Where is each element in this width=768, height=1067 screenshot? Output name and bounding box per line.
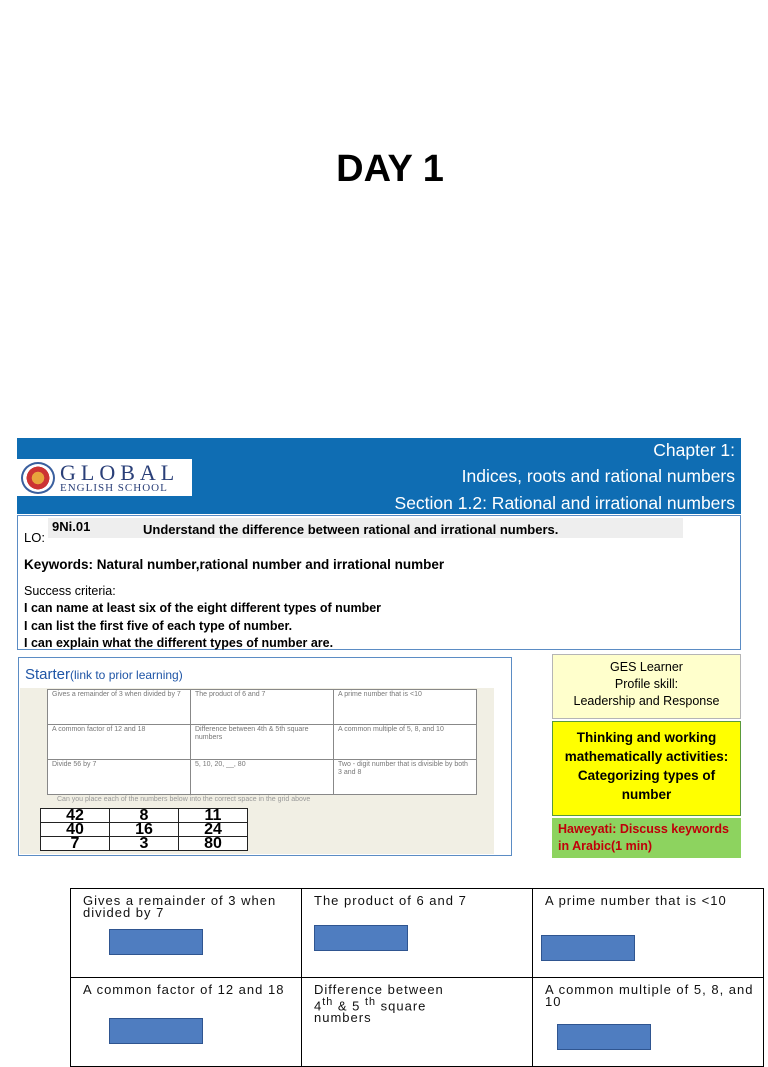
school-emblem-icon bbox=[21, 462, 55, 494]
thinking-working-box bbox=[552, 721, 741, 816]
number-cell: 24 bbox=[179, 823, 248, 837]
number-grid bbox=[40, 808, 248, 851]
answer-box[interactable] bbox=[541, 935, 635, 961]
category-label: The product of 6 and 7 bbox=[314, 893, 467, 908]
category-cell bbox=[302, 978, 533, 1067]
number-cell: 16 bbox=[110, 823, 179, 837]
category-cell bbox=[533, 889, 764, 978]
starter-mini-grid bbox=[47, 689, 477, 795]
number-cell: 8 bbox=[110, 809, 179, 823]
category-label: A common factor of 12 and 18 bbox=[83, 982, 285, 997]
starter-subtitle: (link to prior learning) bbox=[70, 668, 183, 682]
success-criteria-heading: Success criteria: bbox=[24, 584, 116, 598]
logo-name: GLOBAL bbox=[60, 460, 180, 485]
starter-title-text: Starter bbox=[25, 666, 71, 683]
number-cell: 11 bbox=[179, 809, 248, 823]
haweyati-line: Haweyati: Discuss keywords bbox=[558, 822, 729, 836]
ges-line: Profile skill: bbox=[614, 677, 679, 691]
lo-label: LO: bbox=[24, 530, 45, 545]
chapter-label: Chapter 1: bbox=[653, 440, 735, 460]
category-label-sup: th bbox=[365, 996, 377, 1008]
starter-caption: Can you place each of the numbers below into the correct space in the grid above bbox=[57, 796, 311, 803]
mini-grid-cell: 5, 10, 20, __, 80 bbox=[191, 760, 334, 795]
number-cell: 40 bbox=[41, 823, 110, 837]
category-label: A prime number that is <10 bbox=[545, 893, 727, 908]
category-label-part: & 5 bbox=[333, 998, 366, 1014]
category-cell bbox=[71, 978, 302, 1067]
category-cell bbox=[71, 889, 302, 978]
category-label: A common multiple of 5, 8, and 10 bbox=[545, 982, 754, 1009]
number-cell: 80 bbox=[179, 837, 248, 851]
section-title: Section 1.2: Rational and irrational numbers bbox=[394, 493, 735, 513]
answer-box[interactable] bbox=[557, 1024, 651, 1050]
category-label-sup: th bbox=[322, 996, 334, 1008]
success-criterion: I can name at least six of the eight different types of number bbox=[24, 601, 382, 615]
mini-grid-cell: A common factor of 12 and 18 bbox=[48, 725, 191, 760]
number-cell: 3 bbox=[110, 837, 179, 851]
starter-title bbox=[25, 666, 183, 683]
success-criterion: I can explain what the different types of number are. bbox=[24, 636, 334, 650]
twm-line: Categorizing types of bbox=[577, 768, 716, 783]
ges-line: Leadership and Response bbox=[573, 694, 720, 708]
lo-text: Understand the difference between rational and irrational numbers. bbox=[143, 522, 559, 537]
ges-learner-profile-box bbox=[552, 654, 741, 719]
mini-grid-cell: A prime number that is <10 bbox=[334, 690, 477, 725]
haweyati-line: in Arabic(1 min) bbox=[558, 839, 652, 853]
twm-line: number bbox=[621, 787, 672, 802]
mini-grid-cell: Difference between 4th & 5th square numbers bbox=[191, 725, 334, 760]
mini-grid-cell: The product of 6 and 7 bbox=[191, 690, 334, 725]
category-cell bbox=[533, 978, 764, 1067]
number-cell: 42 bbox=[41, 809, 110, 823]
mini-grid-cell: Divide 56 by 7 bbox=[48, 760, 191, 795]
category-label-part: square bbox=[376, 998, 427, 1014]
category-label-part: 4 bbox=[314, 998, 323, 1014]
haweyati-box bbox=[552, 818, 741, 858]
number-categories-grid bbox=[70, 888, 764, 1067]
success-criterion: I can list the first five of each type of number. bbox=[24, 619, 293, 633]
number-cell: 7 bbox=[41, 837, 110, 851]
mini-grid-cell: A common multiple of 5, 8, and 10 bbox=[334, 725, 477, 760]
twm-line: mathematically activities: bbox=[564, 749, 729, 764]
category-label: Difference between bbox=[314, 982, 444, 997]
category-label-part: numbers bbox=[314, 1010, 372, 1026]
answer-box[interactable] bbox=[314, 925, 408, 951]
lo-code: 9Ni.01 bbox=[52, 519, 91, 534]
logo-subtitle: ENGLISH SCHOOL bbox=[60, 482, 168, 494]
twm-line: Thinking and working bbox=[576, 730, 717, 745]
answer-box[interactable] bbox=[109, 1018, 203, 1044]
category-label: Gives a remainder of 3 when divided by 7 bbox=[83, 893, 277, 920]
answer-box[interactable] bbox=[109, 929, 203, 955]
mini-grid-cell: Gives a remainder of 3 when divided by 7 bbox=[48, 690, 191, 725]
chapter-title: Indices, roots and rational numbers bbox=[461, 466, 735, 486]
ges-line: GES Learner bbox=[610, 660, 683, 674]
mini-grid-cell: Two - digit number that is divisible by both 3 and 8 bbox=[334, 760, 477, 795]
page-title: DAY 1 bbox=[336, 148, 444, 190]
keywords: Keywords: Natural number,rational number and irrational number bbox=[24, 557, 445, 572]
category-cell bbox=[302, 889, 533, 978]
